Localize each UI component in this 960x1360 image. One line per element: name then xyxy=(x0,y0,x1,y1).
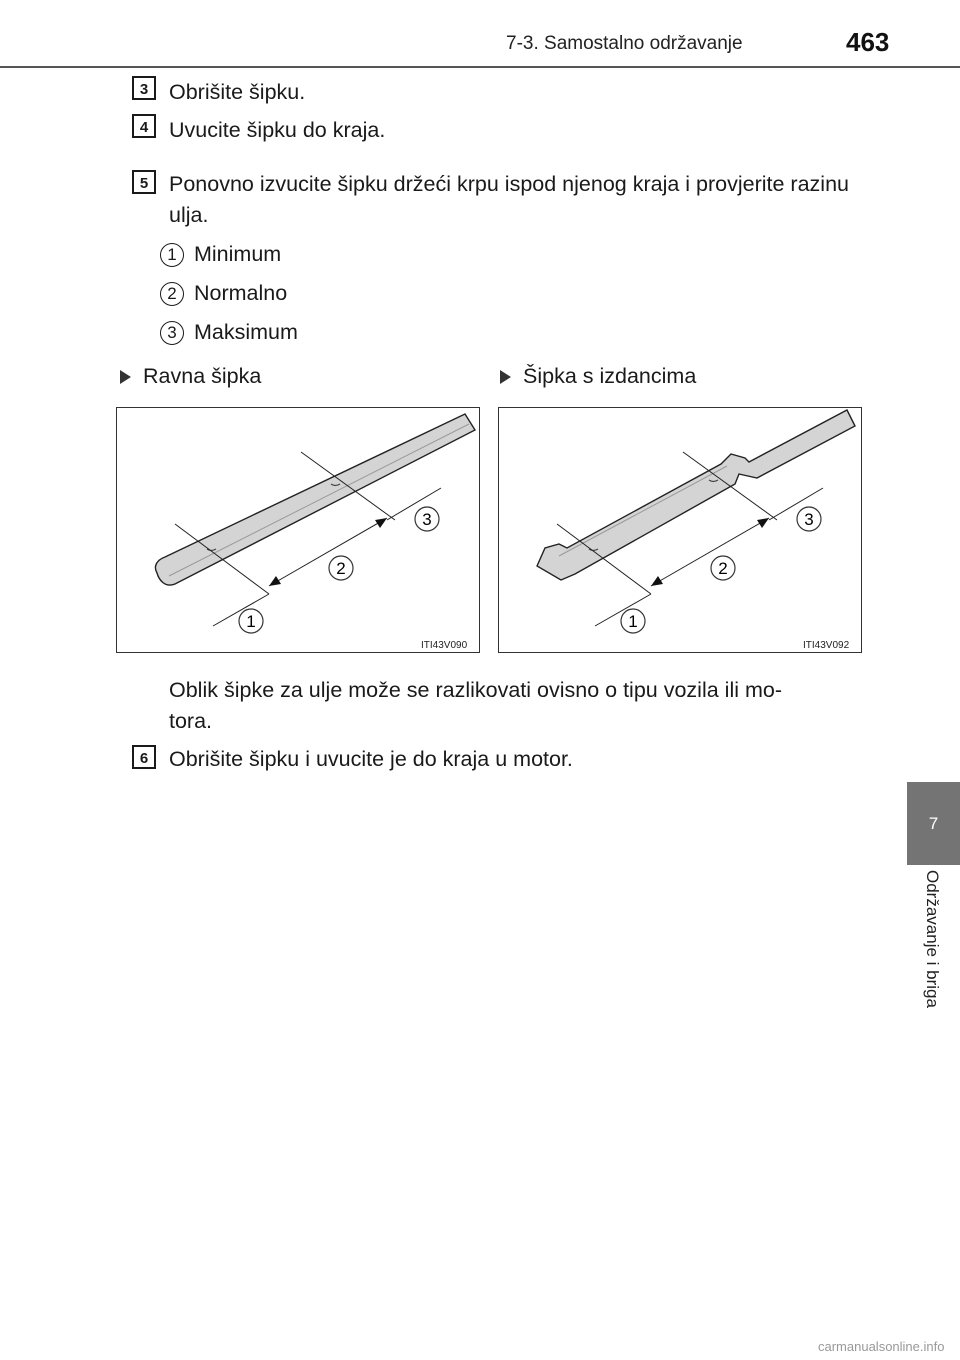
level-label-normal: Normalno xyxy=(194,281,288,305)
callout-3: 3 xyxy=(422,510,432,529)
triangle-bullet-icon xyxy=(500,370,511,384)
figure-stepped-dipstick xyxy=(498,407,862,653)
figure-code: ITI43V092 xyxy=(803,640,850,651)
level-label-minimum: Minimum xyxy=(194,242,282,266)
level-number-3: 3 xyxy=(160,321,184,345)
step-text-6: Obrišite šipku i uvucite je do kraja u motor. xyxy=(169,747,573,771)
step-number-6: 6 xyxy=(132,745,156,769)
level-label-maximum: Maksimum xyxy=(194,320,298,344)
page-number: 463 xyxy=(846,27,890,57)
flat-dipstick-illustration xyxy=(117,408,481,654)
header-divider xyxy=(0,66,960,68)
step-text-4: Uvucite šipku do kraja. xyxy=(169,118,386,142)
note-line-2: tora. xyxy=(169,709,213,733)
level-number-2: 2 xyxy=(160,282,184,306)
callout-2: 2 xyxy=(718,559,728,578)
step-text-3: Obrišite šipku. xyxy=(169,80,306,104)
chapter-label: Održavanje i briga xyxy=(923,870,942,1008)
triangle-bullet-icon xyxy=(120,370,131,384)
step-number-5: 5 xyxy=(132,170,156,194)
step-number-3: 3 xyxy=(132,76,156,100)
callout-1: 1 xyxy=(246,612,256,631)
chapter-tab: 7 xyxy=(907,782,960,865)
step-text-5: Ponovno izvucite šipku držeći krpu ispod njenog kraja i provjerite razinu ulja. xyxy=(169,172,849,227)
watermark: carmanualsonline.info xyxy=(818,1339,945,1354)
figure-title-flat: Ravna šipka xyxy=(143,364,262,388)
level-number-1: 1 xyxy=(160,243,184,267)
callout-2: 2 xyxy=(336,559,346,578)
step-number-4: 4 xyxy=(132,114,156,138)
callout-3: 3 xyxy=(804,510,814,529)
note-line-1: Oblik šipke za ulje može se razlikovati ovisno o tipu vozila ili mo- xyxy=(169,678,782,702)
figure-code: ITI43V090 xyxy=(421,640,468,651)
callout-1: 1 xyxy=(628,612,638,631)
stepped-dipstick-illustration xyxy=(499,408,863,654)
section-title: 7-3. Samostalno održavanje xyxy=(506,33,743,54)
figure-flat-dipstick xyxy=(116,407,480,653)
figure-title-stepped: Šipka s izdancima xyxy=(523,364,697,388)
